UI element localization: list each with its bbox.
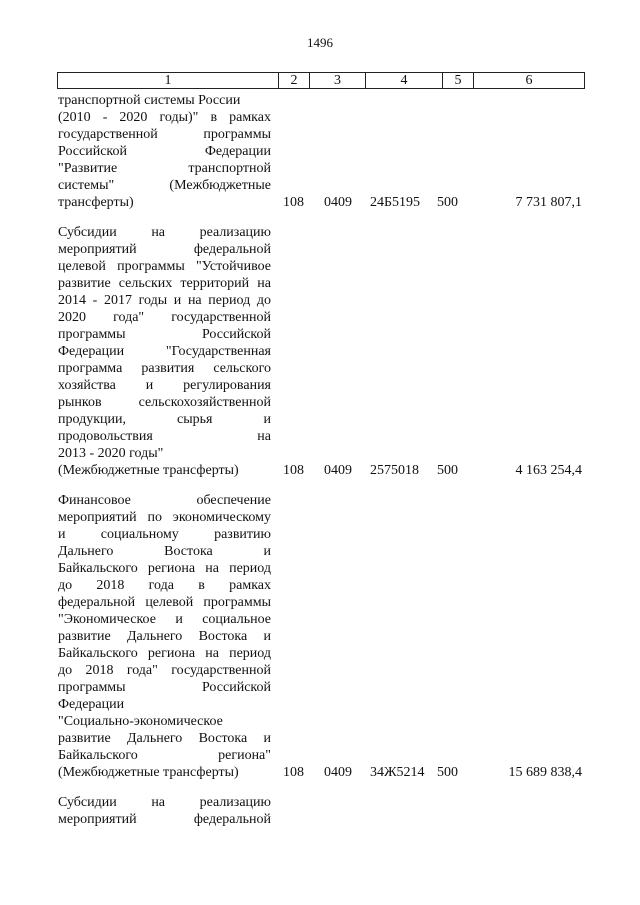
expense-type-code: 500 xyxy=(437,195,458,210)
desc-line: Российской Федерации xyxy=(58,144,271,159)
target-article-code: 24Б5195 xyxy=(370,195,421,210)
desc-line: трансферты) xyxy=(58,195,134,210)
desc-line: продукции, сырья и xyxy=(58,412,271,427)
ved-code: 108 xyxy=(283,195,304,210)
page-number: 1496 xyxy=(307,35,333,50)
desc-line: рынков сельскохозяйственной xyxy=(58,395,271,410)
desc-line: Финансовое обеспечение xyxy=(58,493,271,508)
desc-line: развитие сельских территорий на xyxy=(58,276,271,291)
header-col-4: 4 xyxy=(366,73,443,88)
desc-line: целевой программы "Устойчивое xyxy=(58,259,271,274)
header-col-6: 6 xyxy=(525,73,533,88)
desc-line: мероприятий по экономическому xyxy=(58,510,271,525)
desc-line: "Экономическое и социальное xyxy=(58,612,271,627)
section-code: 0409 xyxy=(324,195,352,210)
desc-line: хозяйства и регулирования xyxy=(58,378,271,393)
desc-line: Дальнего Востока и xyxy=(58,544,271,559)
desc-line: Субсидии на реализацию xyxy=(58,225,271,240)
section-code: 0409 xyxy=(324,463,352,478)
desc-line: программы Российской xyxy=(58,680,271,695)
header-col-3: 3 xyxy=(310,73,366,88)
row-description xyxy=(58,492,271,781)
desc-line: Субсидии на реализацию xyxy=(58,795,271,810)
desc-line: 2014 - 2017 годы и на период до xyxy=(58,293,271,308)
desc-line: (Межбюджетные трансферты) xyxy=(58,765,239,780)
ved-code: 108 xyxy=(283,463,304,478)
desc-line: Байкальского региона" xyxy=(58,748,271,763)
header-col-1: 1 xyxy=(58,73,279,88)
desc-line: 2013 - 2020 годы" xyxy=(58,446,164,461)
desc-line: программа развития сельского xyxy=(58,361,271,376)
row-description xyxy=(58,92,271,211)
desc-line: федеральной целевой программы xyxy=(58,595,271,610)
desc-line: "Развитие транспортной xyxy=(58,161,271,176)
target-article-code: 2575018 xyxy=(370,463,419,478)
desc-line: программы Российской xyxy=(58,327,271,342)
header-col-5: 5 xyxy=(443,73,474,88)
desc-line: (Межбюджетные трансферты) xyxy=(58,463,239,478)
row-description xyxy=(58,794,271,828)
target-article-code: 34Ж5214 xyxy=(370,765,425,780)
amount: 15 689 838,4 xyxy=(508,765,582,780)
table-header xyxy=(57,72,585,89)
amount: 7 731 807,1 xyxy=(515,195,582,210)
header-col-2: 2 xyxy=(279,73,310,88)
desc-line: (2010 - 2020 годы)" в рамках xyxy=(58,110,271,125)
desc-line: 2020 года" государственной xyxy=(58,310,271,325)
desc-line: системы" (Межбюджетные xyxy=(58,178,271,193)
desc-line: до 2018 года в рамках xyxy=(58,578,271,593)
expense-type-code: 500 xyxy=(437,765,458,780)
desc-line: мероприятий федеральной xyxy=(58,242,271,257)
desc-line: государственной программы xyxy=(58,127,271,142)
expense-type-code: 500 xyxy=(437,463,458,478)
desc-line: продовольствия на xyxy=(58,429,271,444)
section-code: 0409 xyxy=(324,765,352,780)
row-description xyxy=(58,224,271,479)
desc-line: мероприятий федеральной xyxy=(58,812,271,827)
desc-line: и социальному развитию xyxy=(58,527,271,542)
desc-line: развитие Дальнего Востока и xyxy=(58,731,271,746)
amount: 4 163 254,4 xyxy=(515,463,582,478)
desc-line: до 2018 года" государственной xyxy=(58,663,271,678)
desc-line: "Социально-экономическое xyxy=(58,714,223,729)
ved-code: 108 xyxy=(283,765,304,780)
desc-line: Федерации xyxy=(58,697,125,712)
desc-line: Байкальского региона на период xyxy=(58,561,271,576)
desc-line: Байкальского региона на период xyxy=(58,646,271,661)
desc-line: транспортной системы России xyxy=(58,93,241,108)
desc-line: Федерации "Государственная xyxy=(58,344,271,359)
desc-line: развитие Дальнего Востока и xyxy=(58,629,271,644)
